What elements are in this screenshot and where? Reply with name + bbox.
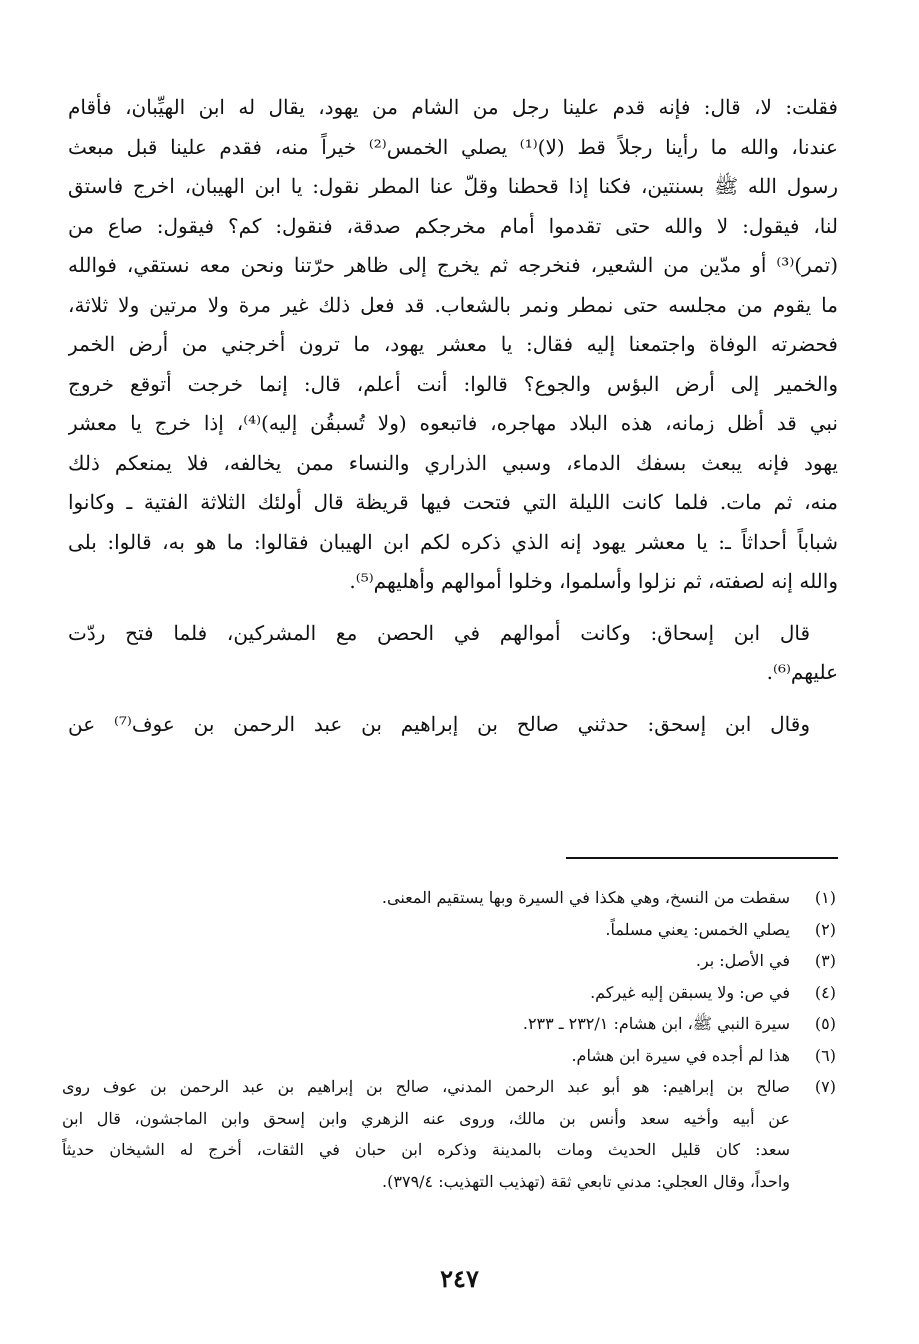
text-line: فحضرته الوفاة واجتمعنا إليه فقال: يا معشر يهود، ما ترون أخرجني من أرض الخمر <box>68 332 838 356</box>
footnote-number: (٥) <box>814 1014 836 1033</box>
text-line: عندنا، والله ما رأينا رجلاً قط (لا)⁽¹⁾ يصلي الخمس⁽²⁾ خيراً منه، فقدم علينا قبل مبعث <box>68 134 838 159</box>
text-line: ما يقوم من مجلسه حتى نمطر ونمر بالشعاب. قد فعل ذلك غير مرة ولا مرتين ولا ثلاثة، <box>68 292 838 317</box>
footnote-7 <box>62 1071 836 1197</box>
text-line: والخمير إلى أرض البؤس والجوع؟ قالوا: أنت أعلم، قال: إنما خرجت أتوقع خروج <box>68 371 838 396</box>
footnote-2 <box>62 914 836 946</box>
footnote-1 <box>62 882 836 914</box>
paragraph-3 <box>68 705 838 745</box>
text-line: نبي قد أظل زمانه، هذه البلاد مهاجره، فاتبعوه (ولا تُسبقُن إليه)⁽⁴⁾، إذا خرج يا معشر <box>68 411 838 435</box>
main-text <box>68 88 838 744</box>
text-line: فقلت: لا، قال: فإنه قدم علينا رجل من الشام من يهود، يقال له ابن الهيِّبان، فأقام <box>68 95 838 119</box>
footnote-number: (٢) <box>814 919 836 939</box>
paragraph-1 <box>68 88 838 602</box>
footnote-separator <box>566 857 838 859</box>
text-line: والله إنه لصفته، ثم نزلوا وأسلموا، وخلوا أموالهم وأهليهم⁽⁵⁾. <box>349 569 838 593</box>
footnote-number: (٧) <box>814 1077 836 1096</box>
footnote-number: (٦) <box>814 1045 836 1065</box>
text-line: قال ابن إسحاق: وكانت أموالهم في الحصن مع المشركين، فلما فتح ردّت <box>68 620 810 645</box>
text-line: يهود فإنه يبعث بسفك الدماء، وسبي الذراري والنساء ممن يخالفه، فلا يمنعكم ذلك <box>68 450 838 475</box>
text-line: شباباً أحداثاً ـ: يا معشر يهود إنه الذي ذكره لكم ابن الهيبان فقالوا: ما هو به، قالوا: بلى <box>68 529 838 554</box>
text-line: وقال ابن إسحق: حدثني صالح بن إبراهيم بن عبد الرحمن بن عوف⁽⁷⁾ عن <box>68 711 810 736</box>
footnote-text: هذا لم أجده في سيرة ابن هشام. <box>571 1045 790 1065</box>
footnote-text: صالح بن إبراهيم: هو أبو عبد الرحمن المدني، صالح بن إبراهيم بن عبد الرحمن بن عوف روى <box>62 1077 790 1096</box>
footnote-5 <box>62 1008 836 1040</box>
footnote-text: سقطت من النسخ، وهي هكذا في السيرة وبها يستقيم المعنى. <box>381 888 790 907</box>
text-line: عليهم⁽⁶⁾. <box>766 660 838 684</box>
footnotes <box>62 882 836 1197</box>
page-number: ٢٤٧ <box>440 1264 479 1293</box>
footnote-text: يصلي الخمس: يعني مسلماً. <box>605 919 790 939</box>
text-line: منه، ثم مات. فلما كانت الليلة التي فتحت فيها قريظة قال أولئك الثلاثة الفتية ـ وكانوا <box>68 490 838 514</box>
footnote-text: سيرة النبي ﷺ، ابن هشام: ٢٣٢/١ ـ ٢٣٣. <box>522 1014 790 1033</box>
footnote-number: (٤) <box>814 982 836 1002</box>
text-line: لنا، فيقول: لا والله حتى تقدموا أمام مخرجكم صدقة، فنقول: كم؟ فيقول: صاع من <box>68 213 838 238</box>
text-line: رسول الله ﷺ بسنتين، فكنا إذا قحطنا وقلّ عنا المطر نقول: يا ابن الهيبان، اخرج فاستق <box>68 174 838 198</box>
footnote-number: (٣) <box>814 951 836 970</box>
footnote-text: في الأصل: بر. <box>695 951 790 970</box>
footnote-number: (١) <box>814 888 836 907</box>
footnote-6 <box>62 1040 836 1072</box>
footnote-text: في ص: ولا يسبقن إليه غيركم. <box>590 982 790 1002</box>
paragraph-2 <box>68 614 838 693</box>
footnote-text: سعد: كان قليل الحديث ومات بالمدينة وذكره ابن حبان في الثقات، أخرج له الشيخان حديثاً <box>62 1140 790 1159</box>
footnote-3 <box>62 945 836 977</box>
footnote-text: واحداً، وقال العجلي: مدني تابعي ثقة (تهذيب التهذيب: ٣٧٩/٤). <box>382 1171 790 1191</box>
text-line: (تمر)⁽³⁾ أو مدّين من الشعير، فنخرجه ثم يخرج إلى ظاهر حرّتنا ونحن معه نستقي، فوالله <box>68 253 838 277</box>
footnote-4 <box>62 977 836 1009</box>
footnote-text: عن أبيه وأخيه سعد وأنس بن مالك، وروى عنه الزهري وابن إسحق وابن الماجشون، قال ابن <box>62 1108 790 1128</box>
